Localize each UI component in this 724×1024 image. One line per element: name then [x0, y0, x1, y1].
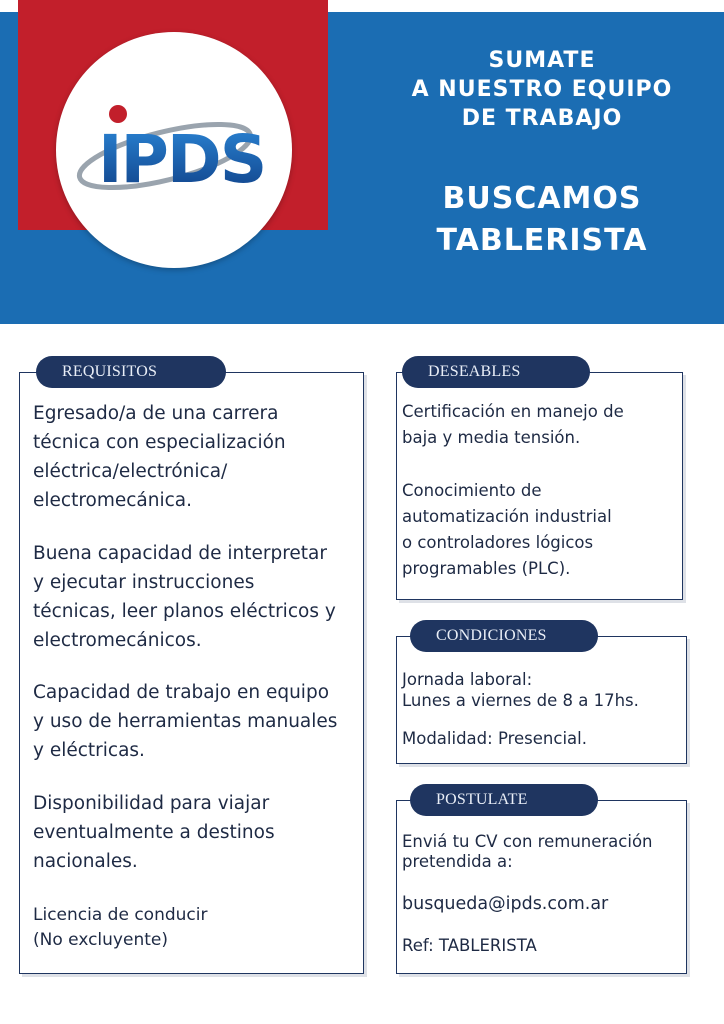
requisitos-title: REQUISITOS [36, 356, 226, 388]
postulate-item: Enviá tu CV con remuneración pretendida a: [402, 832, 653, 871]
tagline [360, 46, 724, 133]
ipds-logo-icon [70, 82, 280, 222]
requisito-item: Capacidad de trabajo en equipo y uso de herramientas manuales y eléctricas. [33, 682, 338, 761]
tagline-line: SUMATE [488, 48, 596, 73]
condicion-item: Jornada laboral: Lunes a viernes de 8 a 17hs. [402, 670, 639, 710]
deseable-item: Certificación en manejo de baja y media tensión. [402, 402, 624, 447]
condiciones-title: CONDICIONES [410, 620, 598, 652]
postulate-title: POSTULATE [410, 784, 598, 816]
contact-email: busqueda@ipds.com.ar [402, 894, 609, 914]
headline-line: BUSCAMOS [442, 181, 642, 216]
logo-badge [56, 32, 292, 268]
requisito-item: Egresado/a de una carrera técnica con especialización eléctrica/electrónica/ electromecánica. [33, 403, 286, 511]
job-headline [360, 178, 724, 262]
headline-line: TABLERISTA [436, 223, 648, 258]
requisito-item: Licencia de conducir (No excluyente) [33, 905, 208, 950]
logo-text: IPDS [98, 121, 266, 198]
requisito-item: Buena capacidad de interpretar y ejecutar instrucciones técnicas, leer planos eléctricos y electromecánicos. [33, 543, 336, 651]
requisito-item: Disponibilidad para viajar eventualmente a destinos nacionales. [33, 793, 275, 872]
tagline-line: DE TRABAJO [461, 106, 623, 131]
postulate-reference: Ref: TABLERISTA [402, 936, 537, 955]
deseables-title: DESEABLES [402, 356, 590, 388]
condicion-item: Modalidad: Presencial. [402, 729, 587, 748]
tagline-line: A NUESTRO EQUIPO [411, 77, 673, 102]
deseable-item: Conocimiento de automatización industrial o controladores lógicos programables (PLC). [402, 481, 612, 578]
